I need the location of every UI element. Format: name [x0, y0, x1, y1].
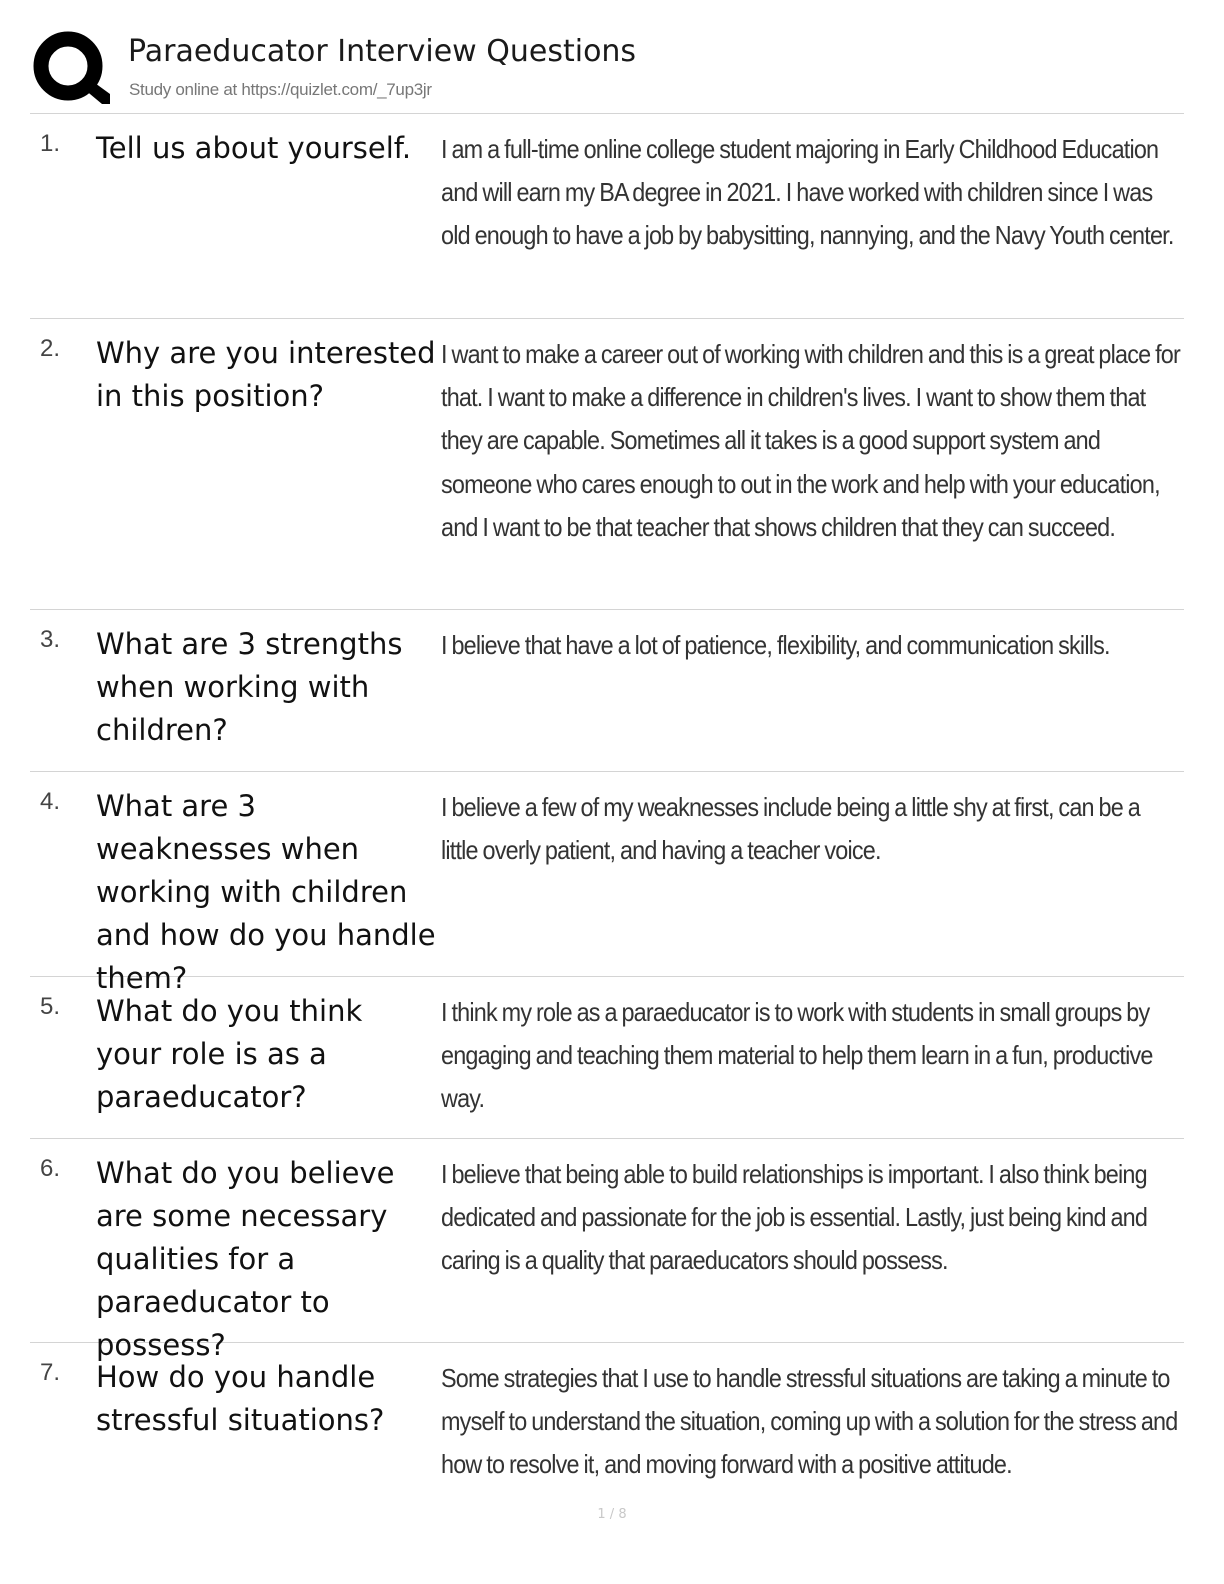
card-term: How do you handle stressful situations? [96, 1360, 385, 1437]
card-definition: I am a full-time online college student majoring in Early Childhood Education and will earn my BA degree in 2021. I have worked with children since I was old enough to have a job by babysitting, nannying, and the Navy Youth center. [441, 134, 1174, 251]
quizlet-q-logo-icon [30, 28, 110, 108]
card-term: Tell us about yourself. [96, 131, 412, 165]
card-term: What are 3 weaknesses when working with children and how do you handle them? [96, 789, 436, 995]
page-header [30, 28, 1184, 114]
flashcard [30, 1139, 1184, 1362]
study-online-link-text: Study online at https://quizlet.com/_7up3jr [129, 80, 432, 99]
flashcard [30, 114, 1184, 319]
flashcard [30, 319, 1184, 610]
flashcard [30, 977, 1184, 1139]
flashcard [30, 610, 1184, 772]
card-term: What do you think your role is as a paraeducator? [96, 994, 363, 1114]
card-number: 2. [40, 335, 61, 362]
card-number: 7. [40, 1359, 61, 1386]
page-title: Paraeducator Interview Questions [128, 34, 637, 69]
card-definition: I believe that have a lot of patience, flexibility, and communication skills. [441, 630, 1110, 660]
flashcard-list [30, 114, 1184, 1503]
flashcard [30, 772, 1184, 995]
card-number: 5. [40, 993, 61, 1020]
page-number: 1 / 8 [597, 1507, 627, 1522]
card-definition: Some strategies that I use to handle stressful situations are taking a minute to myself to understand the situation, coming up with a solution for the stress and how to resolve it, and moving forward with a positive attitude. [441, 1363, 1178, 1480]
card-term: Why are you interested in this position? [96, 336, 436, 413]
card-definition: I want to make a career out of working with children and this is a great place for that. I want to make a difference in children's lives. I want to show them that they are capable. Sometimes all it takes is a good support system and someone who cares enough to out in the work and help with your education, and I want to be that teacher that shows children that they can succeed. [441, 339, 1180, 542]
card-term: What are 3 strengths when working with children? [96, 627, 403, 747]
flashcard [30, 1343, 1184, 1503]
card-number: 4. [40, 788, 61, 815]
card-definition: I believe that being able to build relationships is important. I also think being dedicated and passionate for the job is essential. Lastly, just being kind and caring is a quality that paraeducators should possess. [441, 1159, 1148, 1276]
card-definition: I believe a few of my weaknesses include being a little shy at first, can be a little overly patient, and having a teacher voice. [441, 792, 1140, 866]
card-term: What do you believe are some necessary qualities for a paraeducator to possess? [96, 1156, 395, 1362]
card-number: 6. [40, 1155, 61, 1182]
card-number: 1. [40, 130, 61, 157]
card-definition: I think my role as a paraeducator is to work with students in small groups by engaging and teaching them material to help them learn in a fun, productive way. [441, 997, 1153, 1114]
card-number: 3. [40, 626, 61, 653]
